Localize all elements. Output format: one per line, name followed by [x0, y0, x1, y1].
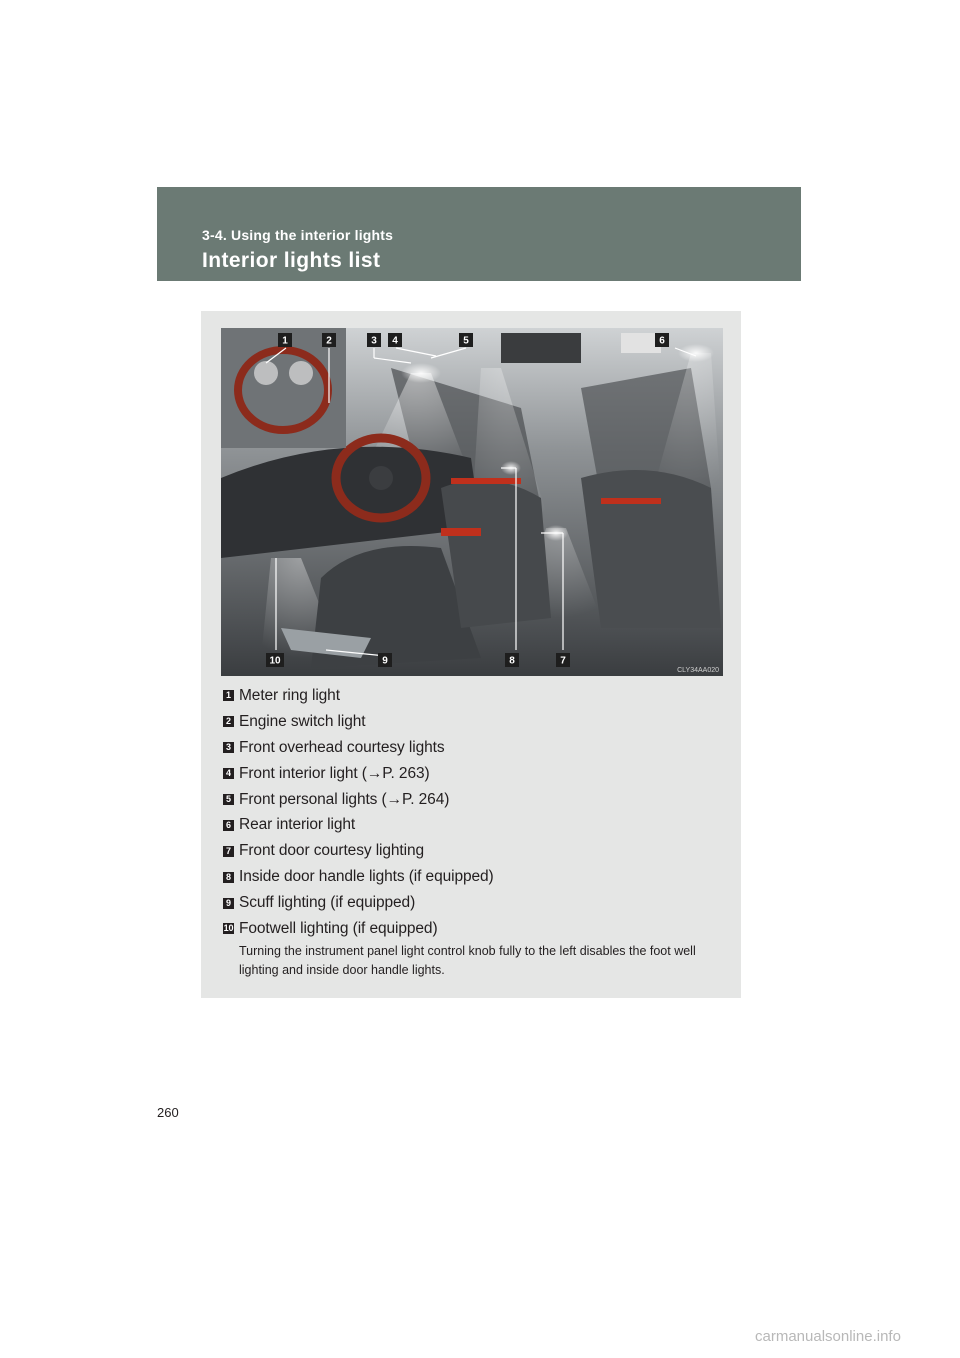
svg-text:9: 9: [382, 655, 388, 667]
list-item: [223, 838, 494, 864]
section-title: 3-4. Using the interior lights: [202, 227, 394, 243]
svg-text:1: 1: [282, 335, 288, 347]
svg-text:5: 5: [463, 335, 469, 347]
svg-text:10: 10: [269, 655, 281, 667]
item-number: 6: [223, 820, 234, 831]
callout-8: [505, 653, 519, 667]
callout-9: [378, 653, 392, 667]
item-number: 10: [223, 923, 234, 934]
list-item: [223, 683, 494, 709]
watermark: carmanualsonline.info: [755, 1328, 901, 1345]
item-number: 7: [223, 846, 234, 857]
page-title: Interior lights list: [202, 249, 381, 272]
item-text: Front personal lights (→P. 264): [239, 790, 450, 808]
item-text: Meter ring light: [239, 686, 340, 704]
item-text: Rear interior light: [239, 816, 356, 834]
item-number: 2: [223, 716, 234, 727]
item-number: 5: [223, 794, 234, 805]
item-text: Front interior light (→P. 263): [239, 764, 430, 782]
footnote: Turning the instrument panel light control knob fully to the left disables the foot well lighting and inside door handle lights.: [239, 944, 696, 977]
item-number: 3: [223, 742, 234, 753]
svg-text:7: 7: [560, 655, 566, 667]
list-item: [223, 864, 494, 890]
interior-illustration: [221, 328, 723, 676]
item-number: 9: [223, 898, 234, 909]
svg-text:4: 4: [392, 335, 398, 347]
chapter-header: [157, 187, 801, 281]
callout-1: [278, 333, 292, 347]
list-item: [223, 787, 494, 813]
item-text: Front door courtesy lighting: [239, 842, 425, 860]
item-number: 4: [223, 768, 234, 779]
callout-5: [459, 333, 473, 347]
lights-list: [223, 683, 494, 942]
list-item: [223, 709, 494, 735]
list-item: [223, 761, 494, 787]
list-item: [223, 812, 494, 838]
item-text: Engine switch light: [239, 712, 366, 730]
item-text: Scuff lighting (if equipped): [239, 894, 416, 912]
callout-3: [367, 333, 381, 347]
item-number: 1: [223, 690, 234, 701]
item-number: 8: [223, 872, 234, 883]
list-item: [223, 735, 494, 761]
list-item: [223, 916, 494, 942]
callout-4: [388, 333, 402, 347]
content-panel: [201, 311, 741, 998]
callout-10: [266, 653, 284, 667]
svg-text:8: 8: [509, 655, 515, 667]
list-item: [223, 890, 494, 916]
callout-2: [322, 333, 336, 347]
item-text: Inside door handle lights (if equipped): [239, 868, 494, 886]
callout-7: [556, 653, 570, 667]
figure-code: CLY34AA020: [677, 667, 719, 674]
svg-text:2: 2: [326, 335, 332, 347]
page-number: 260: [157, 1105, 179, 1120]
item-text: Footwell lighting (if equipped): [239, 919, 438, 937]
svg-text:3: 3: [371, 335, 377, 347]
callout-6: [655, 333, 669, 347]
interior-photo: [221, 328, 723, 676]
item-text: Front overhead courtesy lights: [239, 738, 445, 756]
svg-text:6: 6: [659, 335, 665, 347]
